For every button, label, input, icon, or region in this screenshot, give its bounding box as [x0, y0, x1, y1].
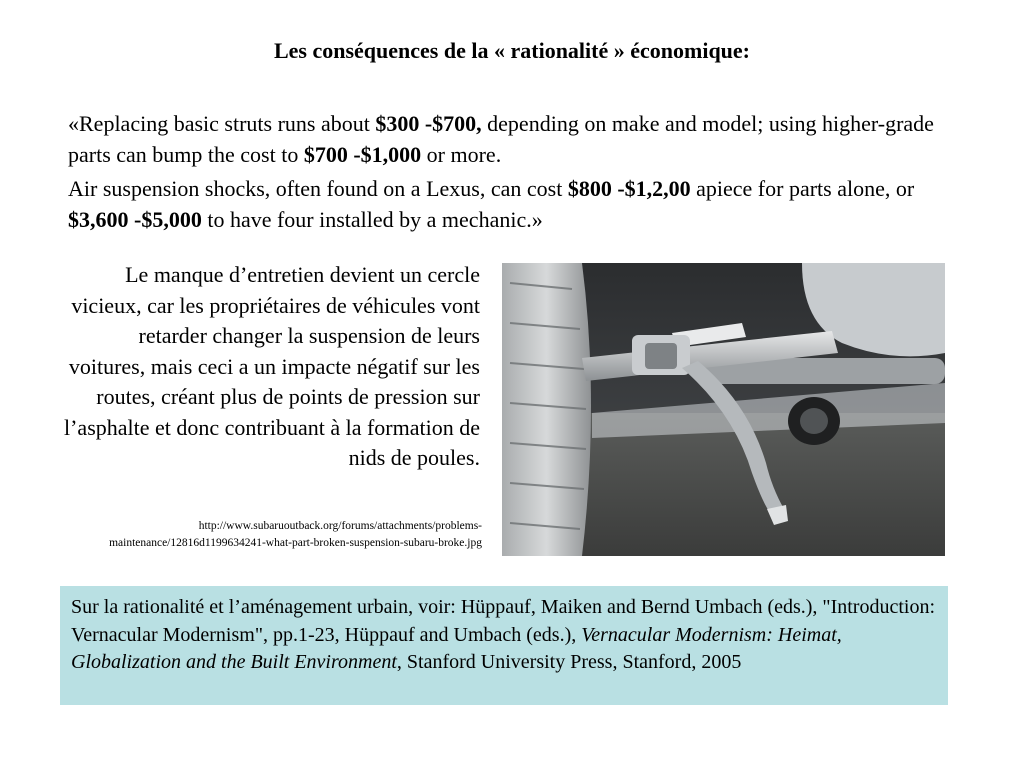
reference-text: Sur la rationalité et l’aménagement urbain, voir: Hüppauf, Maiken and Bernd Umbach (eds.), "Introduction: Vernacular Modernism", pp.1-23, Hüppauf and Umbach (eds.), — [71, 596, 936, 646]
broken-suspension-illustration — [502, 263, 945, 556]
price-basic-struts: $300 -$700, — [375, 111, 482, 136]
reference-book-title: Vernacular Modernism: Heimat, Globalization and the Built Environment — [71, 623, 842, 673]
price-mechanic-install: $3,600 -$5,000 — [68, 207, 202, 232]
broken-suspension-photo — [502, 263, 945, 556]
quote-paragraph-struts — [68, 108, 948, 170]
reference-text: , Stanford University Press, Stanford, 2005 — [396, 651, 742, 673]
image-source-url — [30, 518, 482, 552]
quote-block — [68, 108, 948, 238]
image-url-line: http://www.subaruoutback.org/forums/attachments/problems- — [198, 520, 482, 532]
quote-text: «Replacing basic struts runs about — [68, 111, 376, 136]
description-text: Le manque d’entretien devient un cercle vicieux, car les propriétaires de véhicules vont retarder changer la suspension de leurs voitures, mais ceci a un impacte négatif sur les routes, créant plus de points de pression sur l’asphalte et donc contribuant à la formation de nids de poules. — [63, 262, 480, 470]
slide-title: Les conséquences de la « rationalité » économique: — [273, 38, 751, 63]
quote-text: Air suspension shocks, often found on a Lexus, can cost — [68, 176, 568, 201]
price-air-shocks: $800 -$1,2,00 — [567, 176, 691, 201]
quote-text: or more. — [421, 142, 502, 167]
quote-text: depending on make and model; using higher-grade parts can bump the cost to — [68, 111, 934, 167]
quote-paragraph-air-suspension — [68, 173, 948, 235]
image-url-line: maintenance/12816d1199634241-what-part-broken-suspension-subaru-broke.jpg — [109, 537, 482, 549]
reference-box — [60, 586, 948, 705]
price-higher-grade: $700 -$1,000 — [303, 142, 422, 167]
quote-text: apiece for parts alone, or — [690, 176, 915, 201]
quote-text: to have four installed by a mechanic.» — [201, 207, 543, 232]
